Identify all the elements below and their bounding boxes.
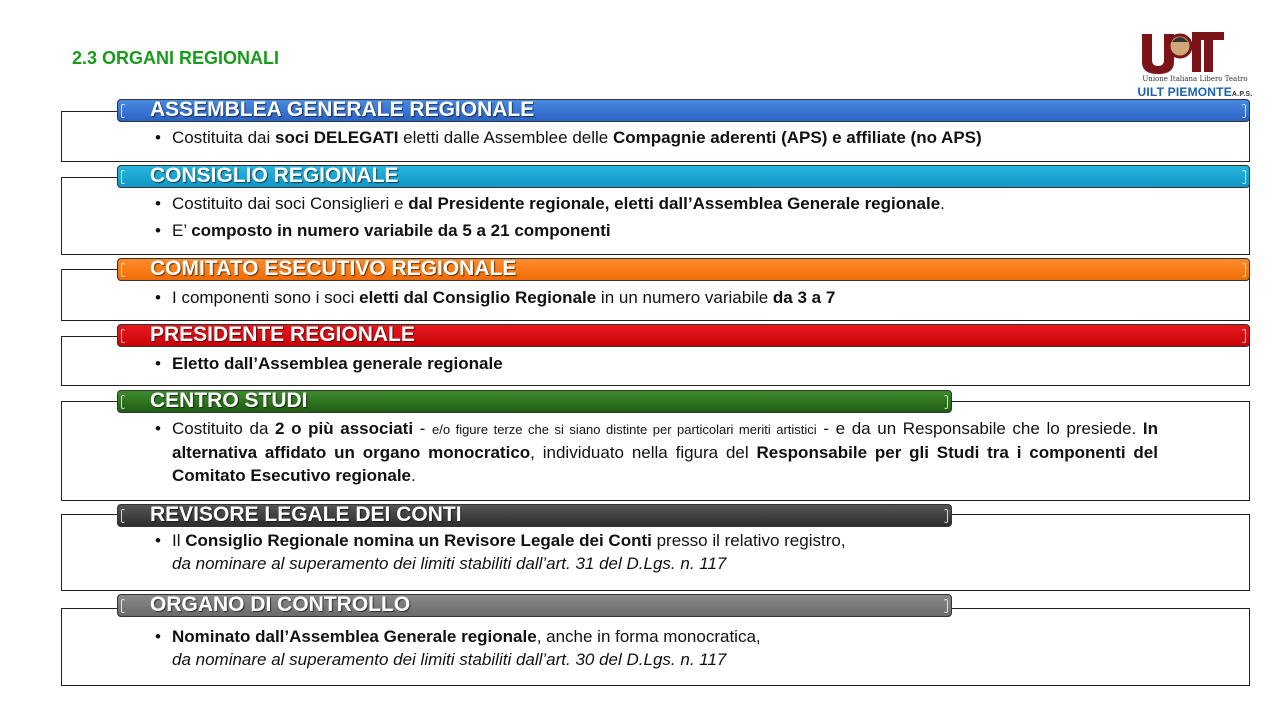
section-header-centro-studi: CENTRO STUDI — [117, 390, 952, 413]
section-header-assemblea: ASSEMBLEA GENERALE REGIONALE — [117, 99, 1250, 122]
section-box-consiglio — [61, 177, 1250, 255]
uilt-logo — [1130, 28, 1260, 103]
section-header-revisore: REVISORE LEGALE DEI CONTI — [117, 504, 952, 527]
section-header-comitato: COMITATO ESECUTIVO REGIONALE — [117, 258, 1250, 281]
slide-title: 2.3 ORGANI REGIONALI — [72, 48, 280, 68]
section-header-presidente: PRESIDENTE REGIONALE — [117, 324, 1250, 347]
logo-org-name: UILT PIEMONTEA.P.S. — [1137, 85, 1253, 99]
section-header-organo: ORGANO DI CONTROLLO — [117, 594, 952, 617]
section-header-consiglio: CONSIGLIO REGIONALE — [117, 165, 1250, 188]
uilt-logo-mark-icon — [1138, 28, 1228, 76]
logo-subtitle: Unione Italiana Libero Teatro — [1142, 75, 1248, 83]
